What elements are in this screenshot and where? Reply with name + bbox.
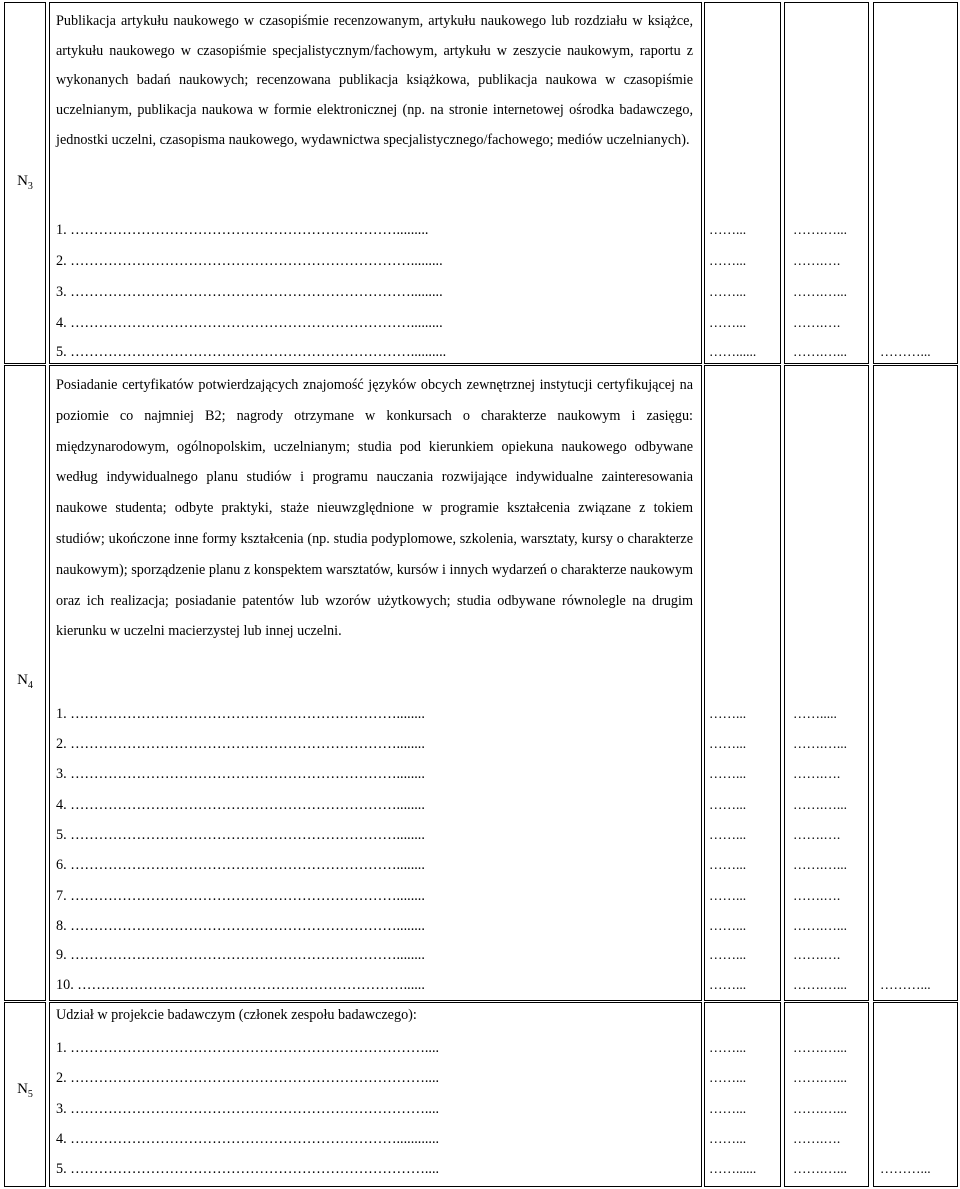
- row-n5-item: 2. …………………………………………………………………....: [56, 1070, 440, 1086]
- row-n4-col3-entry: ……...: [709, 736, 747, 751]
- row-n4-item: 6. ……………………………………………………………........: [56, 857, 425, 873]
- row-n5-label-main: N: [17, 1081, 28, 1097]
- row-n4-col5-cell: [873, 365, 958, 1001]
- row-n4-item: 3. ……………………………………………………………........: [56, 766, 425, 782]
- row-n4-col3-entry: ……...: [709, 888, 747, 903]
- row-n3-label-sub: 3: [27, 181, 33, 192]
- row-n3-col3-cell: [704, 2, 781, 364]
- row-n5-label: [5, 1081, 45, 1100]
- row-n3-col3-entry: ……......: [709, 344, 757, 359]
- row-n3-label-cell: [4, 2, 46, 364]
- row-n3-item: 3. ……………………………………………………………….........: [56, 284, 443, 300]
- row-n4-item: 4. ……………………………………………………………........: [56, 797, 425, 813]
- row-n5-label-sub: 5: [27, 1089, 33, 1100]
- row-n3-col4-cell: [784, 2, 869, 364]
- row-n3-content-cell: [49, 2, 702, 364]
- row-n4-col3-entry: ……...: [709, 797, 747, 812]
- row-n4-col4-entry: …….…...: [793, 977, 847, 992]
- row-n3-col4-entry: …….…...: [793, 222, 847, 237]
- row-n5-col4-entry: …….…...: [793, 1070, 847, 1085]
- row-n3-item: 2. ……………………………………………………………….........: [56, 253, 443, 269]
- row-n4-item: 10. ……………………………………………………………......: [56, 977, 425, 993]
- row-n3-item: 5. ………………………………………………………………..........: [56, 344, 447, 360]
- row-n5-item: 5. …………………………………………………………………....: [56, 1161, 440, 1177]
- row-n4-item: 2. ……………………………………………………………........: [56, 736, 425, 752]
- row-n4-content-cell: [49, 365, 702, 1001]
- row-n4-col4-entry: …….…...: [793, 918, 847, 933]
- row-n4-col5-entry: ………...: [880, 977, 931, 992]
- row-n3-item: 4. ……………………………………………………………….........: [56, 315, 443, 331]
- row-n3-col5-cell: [873, 2, 958, 364]
- row-n3-col4-entry: …….…...: [793, 284, 847, 299]
- row-n5-col4-entry: …….…...: [793, 1101, 847, 1116]
- row-n5-col4-cell: [784, 1002, 869, 1187]
- row-n3-col4-entry: …….….: [793, 253, 841, 268]
- row-n4-col4-entry: …….....: [793, 706, 837, 721]
- row-n5-label-cell: [4, 1002, 46, 1187]
- row-n4-col3-entry: ……...: [709, 977, 747, 992]
- row-n4-col4-entry: …….…...: [793, 857, 847, 872]
- row-n5-col4-entry: …….…...: [793, 1040, 847, 1055]
- row-n4-col3-entry: ……...: [709, 947, 747, 962]
- row-n3-label-main: N: [17, 173, 28, 189]
- row-n4-col4-cell: [784, 365, 869, 1001]
- row-n5-col3-cell: [704, 1002, 781, 1187]
- row-n5-item: 4. ……………………………………………………………............: [56, 1131, 440, 1147]
- row-n3-description: Publikacja artykułu naukowego w czasopiśmie recenzowanym, artykułu naukowego lub rozdziału w książce, artykułu naukowego w czasopiśmie specjalistycznym/fachowym, artykułu w zeszycie naukowym, raportu z wykonanych badań naukowych; recenzowana publikacja książkowa, publikacja naukowa w czasopiśmie uczelnianym, publikacja naukowa w formie elektronicznej (np. na stronie internetowej ośrodka badawczego, jednostki uczelni, czasopisma naukowego, wydawnictwa specjalistycznego/fachowego; mediów uczelnianych).: [56, 13, 693, 148]
- row-n5-col3-entry: ……...: [709, 1101, 747, 1116]
- row-n4-label-sub: 4: [27, 680, 33, 691]
- row-n3-col4-entry: …….….: [793, 315, 841, 330]
- row-n3-col3-entry: ……...: [709, 253, 747, 268]
- row-n4-col3-entry: ……...: [709, 706, 747, 721]
- row-n5-content-cell: [49, 1002, 702, 1187]
- row-n4-label-main: N: [17, 672, 28, 688]
- row-n4-description: Posiadanie certyfikatów potwierdzających znajomość języków obcych zewnętrznej instytucji certyfikującej na poziomie co najmniej B2; nagrody otrzymane w konkursach o charakterze naukowym i zasięgu: międzynarodowym, ogólnopolskim, uczelnianym; studia pod kierunkiem opiekuna naukowego odbywane według indywidualnego planu studiów i programu nauczania rozwijające indywidualne zainteresowania naukowe studenta; odbyte praktyki, staże nieuwzględnione w programie kształcenia związane z tokiem studiów; ukończone inne formy kształcenia (np. studia podyplomowe, szkolenia, warsztaty, kursy o charakterze naukowym); sporządzenie planu z konspektem warsztatów, kursów i innych wydarzeń o charakterze naukowym oraz ich realizacja; posiadanie patentów lub wzorów użytkowych; studia odbywane równolegle na drugim kierunku w uczelni macierzystej lub innej uczelni.: [56, 377, 693, 640]
- row-n3-col4-entry: …….…...: [793, 344, 847, 359]
- row-n4-col3-entry: ……...: [709, 766, 747, 781]
- row-n5-col5-entry: ………...: [880, 1161, 931, 1176]
- row-n4-col3-cell: [704, 365, 781, 1001]
- row-n5: [0, 1002, 960, 1187]
- row-n5-col3-entry: ……...: [709, 1040, 747, 1055]
- row-n5-item: 3. …………………………………………………………………....: [56, 1101, 440, 1117]
- row-n4-col3-entry: ……...: [709, 827, 747, 842]
- row-n3-item: 1. …………………………………………………………….........: [56, 222, 429, 238]
- row-n5-col3-entry: ……...: [709, 1070, 747, 1085]
- row-n4-col4-entry: …….….: [793, 888, 841, 903]
- row-n3-col3-entry: ……...: [709, 284, 747, 299]
- row-n3-label: [5, 173, 45, 192]
- row-n4-item: 9. ……………………………………………………………........: [56, 947, 425, 963]
- row-n5-col3-entry: ……...: [709, 1131, 747, 1146]
- row-n5-col4-entry: …….….: [793, 1131, 841, 1146]
- row-n4-item: 7. ……………………………………………………………........: [56, 888, 425, 904]
- row-n4-label: [5, 672, 45, 691]
- row-n4-col4-entry: …….….: [793, 947, 841, 962]
- row-n4-col3-entry: ……...: [709, 918, 747, 933]
- row-n4-item: 8. ……………………………………………………………........: [56, 918, 425, 934]
- row-n4-col4-entry: …….….: [793, 827, 841, 842]
- row-n3: [0, 2, 960, 364]
- row-n5-col4-entry: …….…...: [793, 1161, 847, 1176]
- row-n5-item: 1. …………………………………………………………………....: [56, 1040, 440, 1056]
- row-n4-col3-entry: ……...: [709, 857, 747, 872]
- row-n4-col4-entry: …….…...: [793, 736, 847, 751]
- row-n3-col3-entry: ……...: [709, 315, 747, 330]
- row-n4-col4-entry: …….…...: [793, 797, 847, 812]
- row-n5-col3-entry: ……......: [709, 1161, 757, 1176]
- row-n4-item: 1. ……………………………………………………………........: [56, 706, 425, 722]
- row-n3-col3-entry: ……...: [709, 222, 747, 237]
- row-n5-heading: Udział w projekcie badawczym (członek zespołu badawczego):: [56, 1007, 417, 1023]
- row-n3-col5-entry: ………...: [880, 344, 931, 359]
- row-n4-col4-entry: …….….: [793, 766, 841, 781]
- row-n5-col5-cell: [873, 1002, 958, 1187]
- row-n4: [0, 365, 960, 1001]
- row-n4-item: 5. ……………………………………………………………........: [56, 827, 425, 843]
- row-n4-label-cell: [4, 365, 46, 1001]
